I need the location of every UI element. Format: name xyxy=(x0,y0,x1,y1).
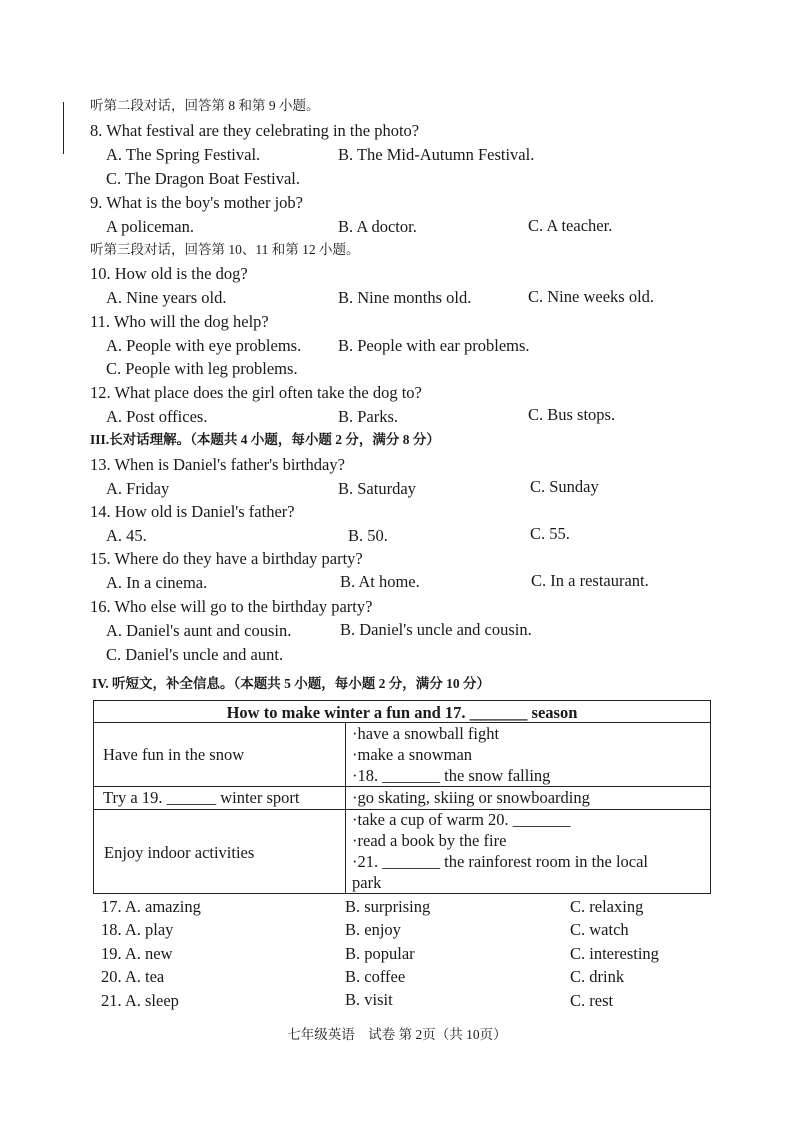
margin-binding-line xyxy=(63,102,64,154)
table-row-2-label: Try a 19. ______ winter sport xyxy=(103,788,300,807)
q10-option-a: A. Nine years old. xyxy=(106,288,227,307)
q21-option-a: 21. A. sleep xyxy=(101,991,179,1010)
q17-option-a: 17. A. amazing xyxy=(101,897,201,916)
table-row-1-label: Have fun in the snow xyxy=(103,745,245,764)
table-row-1-item-3: ·18. _______ the snow falling xyxy=(352,766,551,785)
q8-option-a: A. The Spring Festival. xyxy=(106,145,261,164)
q17-option-c: C. relaxing xyxy=(570,897,644,916)
q20-option-c: C. drink xyxy=(570,967,625,986)
q11-stem: 11. Who will the dog help? xyxy=(90,312,269,331)
q14-stem: 14. How old is Daniel's father? xyxy=(90,502,295,521)
table-row-3-item-2: ·read a book by the fire xyxy=(352,831,507,850)
q18-option-a: 18. A. play xyxy=(101,920,174,939)
q10-option-c: C. Nine weeks old. xyxy=(528,287,655,306)
part4-heading: IV. 听短文，补全信息。（本题共 5 小题，每小题 2 分，满分 10 分） xyxy=(92,676,491,691)
table-row-1-item-2: ·make a snowman xyxy=(352,745,473,764)
q15-option-a: A. In a cinema. xyxy=(106,573,208,592)
q10-stem: 10. How old is the dog? xyxy=(90,264,248,283)
table-title: How to make winter a fun and 17. _______ season xyxy=(226,703,578,722)
q14-option-a: A. 45. xyxy=(106,526,147,545)
q18-option-b: B. enjoy xyxy=(345,920,401,939)
table-row-3-item-4: park xyxy=(352,873,382,892)
q13-option-a: A. Friday xyxy=(106,479,170,498)
q16-stem: 16. Who else will go to the birthday party? xyxy=(90,597,373,616)
table-row-3-item-1: ·take a cup of warm 20. _______ xyxy=(352,810,571,829)
table-row-divider-1 xyxy=(93,786,711,787)
q11-option-a: A. People with eye problems. xyxy=(106,336,302,355)
q8-option-c: C. The Dragon Boat Festival. xyxy=(106,169,301,188)
page-footer: 七年级英语 试卷 第 2页（共 10页） xyxy=(287,1027,507,1042)
q11-option-b: B. People with ear problems. xyxy=(338,336,530,355)
q13-option-c: C. Sunday xyxy=(530,477,599,496)
q20-option-a: 20. A. tea xyxy=(101,967,165,986)
table-column-divider xyxy=(345,722,346,894)
q15-option-b: B. At home. xyxy=(340,572,420,591)
q12-stem: 12. What place does the girl often take the dog to? xyxy=(90,383,422,402)
q14-option-b: B. 50. xyxy=(348,526,388,545)
q21-option-c: C. rest xyxy=(570,991,614,1010)
q12-option-a: A. Post offices. xyxy=(106,407,208,426)
q13-option-b: B. Saturday xyxy=(338,479,416,498)
q15-option-c: C. In a restaurant. xyxy=(531,571,649,590)
q10-option-b: B. Nine months old. xyxy=(338,288,472,307)
q13-stem: 13. When is Daniel's father's birthday? xyxy=(90,455,345,474)
q8-option-b: B. The Mid-Autumn Festival. xyxy=(338,145,535,164)
q19-option-a: 19. A. new xyxy=(101,944,173,963)
q12-option-b: B. Parks. xyxy=(338,407,399,426)
q19-option-b: B. popular xyxy=(345,944,415,963)
table-row-3-label: Enjoy indoor activities xyxy=(104,843,255,862)
q14-option-c: C. 55. xyxy=(530,524,570,543)
q9-option-c: C. A teacher. xyxy=(528,216,613,235)
part3-heading: III.长对话理解。（本题共 4 小题，每小题 2 分，满分 8 分） xyxy=(90,432,440,447)
q8-stem: 8. What festival are they celebrating in the photo? xyxy=(90,121,420,140)
q17-option-b: B. surprising xyxy=(345,897,431,916)
q16-option-b: B. Daniel's uncle and cousin. xyxy=(340,620,532,639)
table-row-3-item-3: ·21. _______ the rainforest room in the local xyxy=(352,852,649,871)
q16-option-c: C. Daniel's uncle and aunt. xyxy=(106,645,284,664)
table-row-2-item-1: ·go skating, skiing or snowboarding xyxy=(352,788,590,807)
q11-option-c: C. People with leg problems. xyxy=(106,359,298,378)
q9-stem: 9. What is the boy's mother job? xyxy=(90,193,304,212)
q21-option-b: B. visit xyxy=(345,990,393,1009)
q16-option-a: A. Daniel's aunt and cousin. xyxy=(106,621,292,640)
section2-instruction: 听第二段对话，回答第 8 和第 9 小题。 xyxy=(90,98,320,113)
q18-option-c: C. watch xyxy=(570,920,629,939)
table-row-1-item-1: ·have a snowball fight xyxy=(352,724,500,743)
q9-option-a: A policeman. xyxy=(106,217,194,236)
q20-option-b: B. coffee xyxy=(345,967,406,986)
q9-option-b: B. A doctor. xyxy=(338,217,417,236)
q19-option-c: C. interesting xyxy=(570,944,659,963)
section3-instruction: 听第三段对话，回答第 10、11 和第 12 小题。 xyxy=(90,242,360,257)
q15-stem: 15. Where do they have a birthday party? xyxy=(90,549,363,568)
q12-option-c: C. Bus stops. xyxy=(528,405,616,424)
